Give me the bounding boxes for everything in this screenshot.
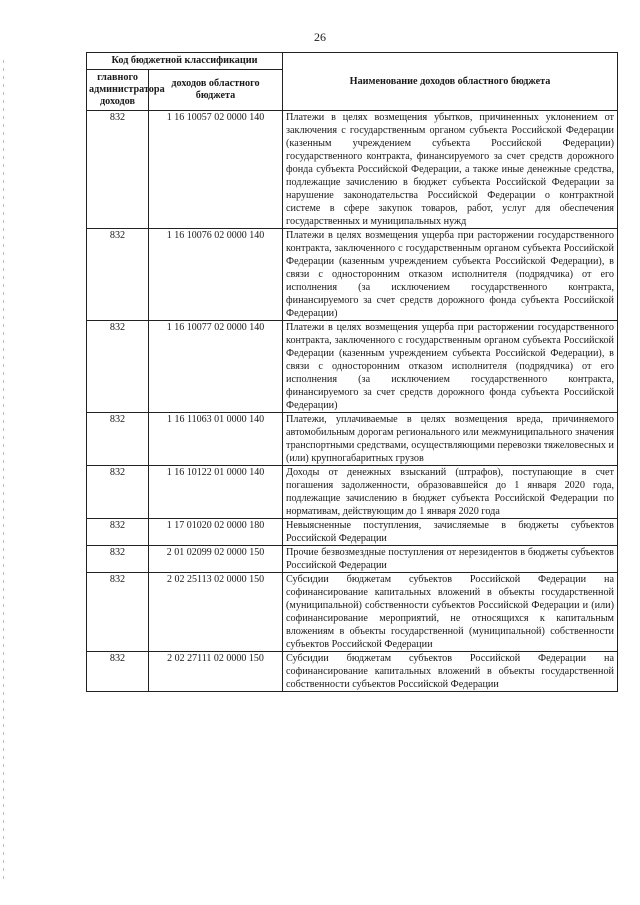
income-code-cell: 1 16 11063 01 0000 140	[149, 413, 283, 466]
table-header-row-group	[87, 53, 618, 70]
admin-code-cell: 832	[87, 321, 149, 413]
table-row	[87, 573, 618, 652]
admin-code-cell: 832	[87, 111, 149, 229]
table-row	[87, 229, 618, 321]
income-name-cell: Платежи, уплачиваемые в целях возмещения вреда, причиняемого автомобильным дорогам регионального или межмуниципального значения транспортными средствами, осуществляющими перевозки тяжеловесных и (или) крупногабаритных грузов	[283, 413, 618, 466]
income-code-cell: 2 01 02099 02 0000 150	[149, 546, 283, 573]
income-name-cell: Субсидии бюджетам субъектов Российской Федерации на софинансирование капитальных вложений в объекты государственной собственности субъектов Российской Федерации	[283, 652, 618, 692]
table-row	[87, 111, 618, 229]
income-name-cell: Доходы от денежных взысканий (штрафов), поступающие в счет погашения задолженности, образовавшейся до 1 января 2020 года, подлежащие зачислению в бюджет субъекта Российской Федерации по нормативам, действующим до 1 января 2020 года	[283, 466, 618, 519]
page-number: 26	[314, 30, 326, 44]
income-name-cell: Субсидии бюджетам субъектов Российской Федерации на софинансирование капитальных вложений в объекты государственной (муниципальной) собственности субъектов Российской Федерации и (или) софинансирование мероприятий, не относящихся к капитальным вложениям в объекты государственной (муниципальной) собственности субъектов Российской Федерации	[283, 573, 618, 652]
header-classification-code: Код бюджетной классификации	[87, 53, 283, 70]
income-code-cell: 1 16 10057 02 0000 140	[149, 111, 283, 229]
income-code-cell: 1 16 10076 02 0000 140	[149, 229, 283, 321]
scan-edge-artifact	[3, 60, 4, 880]
income-name-cell: Невыясненные поступления, зачисляемые в бюджеты субъектов Российской Федерации	[283, 519, 618, 546]
budget-income-table	[86, 52, 618, 692]
income-name-cell: Прочие безвозмездные поступления от нерезидентов в бюджеты субъектов Российской Федерации	[283, 546, 618, 573]
table-row	[87, 466, 618, 519]
income-code-cell: 1 17 01020 02 0000 180	[149, 519, 283, 546]
table-row	[87, 413, 618, 466]
income-code-cell: 2 02 25113 02 0000 150	[149, 573, 283, 652]
admin-code-cell: 832	[87, 652, 149, 692]
income-name-cell: Платежи в целях возмещения убытков, причиненных уклонением от заключения с государственным органом субъекта Российской Федерации (казенным учреждением субъекта Российской Федерации) государственного контракта, финансируемого за счет средств дорожного фонда субъекта Российской Федерации, а также иные денежные средства, подлежащие зачислению в бюджет субъекта Российской Федерации за нарушение законодательства Российской Федерации о контрактной системе в сфере закупок товаров, работ, услуг для обеспечения государственных и муниципальных нужд	[283, 111, 618, 229]
income-name-cell: Платежи в целях возмещения ущерба при расторжении государственного контракта, заключенного с государственным органом субъекта Российской Федерации (казенным учреждением субъекта Российской Федерации), в связи с односторонним отказом исполнителя (подрядчика) от его исполнения (за исключением государственного контракта, финансируемого за счет средств дорожного фонда субъекта Российской Федерации)	[283, 229, 618, 321]
admin-code-cell: 832	[87, 229, 149, 321]
header-income-name: Наименование доходов областного бюджета	[283, 53, 618, 111]
header-income-code: доходов областного бюджета	[149, 70, 283, 111]
table-row	[87, 519, 618, 546]
table-row	[87, 321, 618, 413]
admin-code-cell: 832	[87, 546, 149, 573]
admin-code-cell: 832	[87, 519, 149, 546]
table-row	[87, 652, 618, 692]
income-code-cell: 2 02 27111 02 0000 150	[149, 652, 283, 692]
header-admin: главного администратора доходов	[87, 70, 149, 111]
table-row	[87, 546, 618, 573]
admin-code-cell: 832	[87, 413, 149, 466]
admin-code-cell: 832	[87, 573, 149, 652]
admin-code-cell: 832	[87, 466, 149, 519]
income-name-cell: Платежи в целях возмещения ущерба при расторжении государственного контракта, заключенного с государственным органом субъекта Российской Федерации (казенным учреждением субъекта Российской Федерации), в связи с односторонним отказом исполнителя (подрядчика) от его исполнения (за исключением государственного контракта, финансируемого за счет средств дорожного фонда субъекта Российской Федерации)	[283, 321, 618, 413]
income-code-cell: 1 16 10122 01 0000 140	[149, 466, 283, 519]
income-code-cell: 1 16 10077 02 0000 140	[149, 321, 283, 413]
